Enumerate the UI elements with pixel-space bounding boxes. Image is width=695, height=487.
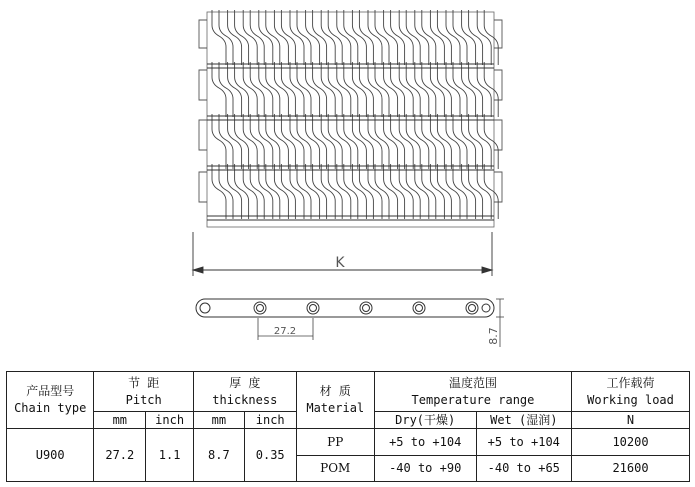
header-working-load-en: Working load — [587, 392, 674, 407]
belt-link — [352, 10, 373, 65]
header-temperature — [374, 372, 571, 412]
header-thickness-en: thickness — [212, 392, 278, 407]
cell-wet: -40 to +65 — [476, 456, 572, 482]
belt-top-view — [199, 10, 502, 227]
cell-dry: +5 to +104 — [374, 429, 476, 456]
belt-link — [384, 114, 405, 169]
belt-link — [321, 62, 342, 117]
belt-link — [259, 164, 280, 219]
belt-link — [430, 164, 451, 219]
belt-link — [415, 10, 436, 65]
header-chain-type-cn: 产品型号 — [26, 384, 75, 398]
pitch-dimension-label: 27.2 — [273, 326, 297, 337]
belt-link — [212, 114, 233, 169]
belt-link — [399, 10, 420, 65]
belt-link — [243, 10, 264, 65]
belt-link — [446, 10, 467, 65]
belt-link — [274, 164, 295, 219]
belt-link — [228, 62, 249, 117]
cell-pitch-mm: 27.2 — [94, 429, 146, 482]
belt-link — [337, 10, 358, 65]
belt-link — [274, 10, 295, 65]
belt-link — [415, 164, 436, 219]
header-pitch — [94, 372, 194, 412]
belt-side-view — [196, 299, 494, 317]
belt-link — [321, 10, 342, 65]
belt-link — [243, 114, 264, 169]
belt-link — [321, 164, 342, 219]
unit-pitch-mm: mm — [94, 412, 146, 429]
unit-thickness-inch: inch — [244, 412, 296, 429]
cell-dry: -40 to +90 — [374, 456, 476, 482]
header-pitch-cn: 节 距 — [128, 375, 160, 390]
belt-link — [306, 114, 327, 169]
belt-link — [399, 164, 420, 219]
belt-link — [368, 10, 389, 65]
unit-wet: Wet (湿润) — [476, 412, 572, 429]
belt-link — [243, 62, 264, 117]
belt-link — [368, 114, 389, 169]
belt-link — [337, 114, 358, 169]
cell-material: PP — [296, 429, 374, 456]
belt-link — [368, 62, 389, 117]
width-dimension-label: K — [335, 255, 345, 271]
header-material — [296, 372, 374, 429]
belt-link — [384, 62, 405, 117]
belt-link — [290, 10, 311, 65]
header-chain-type-en: Chain type — [14, 401, 87, 415]
belt-link — [415, 114, 436, 169]
belt-link — [415, 62, 436, 117]
belt-link — [352, 62, 373, 117]
belt-link — [290, 164, 311, 219]
belt-link — [212, 164, 233, 219]
header-temperature-cn: 温度范围 — [448, 375, 497, 390]
belt-link — [212, 62, 233, 117]
cell-pitch-inch: 1.1 — [146, 429, 194, 482]
belt-link — [337, 62, 358, 117]
belt-link — [228, 164, 249, 219]
header-thickness — [193, 372, 296, 412]
belt-link — [321, 114, 342, 169]
belt-link — [462, 62, 483, 117]
unit-thickness-mm: mm — [193, 412, 244, 429]
unit-pitch-inch: inch — [146, 412, 194, 429]
spec-table — [6, 371, 690, 482]
belt-link — [384, 164, 405, 219]
belt-link — [462, 114, 483, 169]
header-working-load-cn: 工作载荷 — [606, 375, 655, 390]
cell-model: U900 — [7, 429, 94, 482]
header-material-cn: 材 质 — [319, 384, 351, 398]
belt-link — [352, 164, 373, 219]
cell-thickness-inch: 0.35 — [244, 429, 296, 482]
belt-link — [337, 164, 358, 219]
belt-link — [259, 62, 280, 117]
belt-link — [352, 114, 373, 169]
header-thickness-cn: 厚 度 — [229, 375, 261, 390]
belt-link — [259, 114, 280, 169]
belt-link — [430, 62, 451, 117]
header-working-load — [572, 372, 690, 412]
belt-link — [477, 10, 498, 65]
belt-link — [477, 114, 498, 169]
unit-dry: Dry(干燥) — [374, 412, 476, 429]
cell-load: 21600 — [572, 456, 690, 482]
belt-link — [446, 114, 467, 169]
belt-link — [228, 114, 249, 169]
belt-link — [274, 114, 295, 169]
cell-wet: +5 to +104 — [476, 429, 572, 456]
header-pitch-en: Pitch — [125, 392, 162, 407]
cell-load: 10200 — [572, 429, 690, 456]
belt-link — [446, 164, 467, 219]
belt-link — [274, 62, 295, 117]
header-temperature-en: Temperature range — [411, 392, 535, 407]
cell-material: POM — [296, 456, 374, 482]
belt-link — [212, 10, 233, 65]
header-material-en: Material — [306, 401, 365, 415]
belt-link — [446, 62, 467, 117]
belt-link — [290, 62, 311, 117]
belt-link — [430, 10, 451, 65]
belt-link — [306, 62, 327, 117]
cell-thickness-mm: 8.7 — [193, 429, 244, 482]
belt-link — [399, 114, 420, 169]
belt-link — [462, 10, 483, 65]
belt-link — [368, 164, 389, 219]
belt-link — [243, 164, 264, 219]
belt-link — [430, 114, 451, 169]
belt-link — [306, 164, 327, 219]
belt-link — [228, 10, 249, 65]
belt-link — [399, 62, 420, 117]
belt-link — [384, 10, 405, 65]
header-chain-type — [7, 372, 94, 429]
belt-link — [290, 114, 311, 169]
thickness-dimension-label: 8.7 — [487, 327, 500, 345]
belt-link — [306, 10, 327, 65]
belt-link — [462, 164, 483, 219]
belt-link — [259, 10, 280, 65]
unit-load: N — [572, 412, 690, 429]
